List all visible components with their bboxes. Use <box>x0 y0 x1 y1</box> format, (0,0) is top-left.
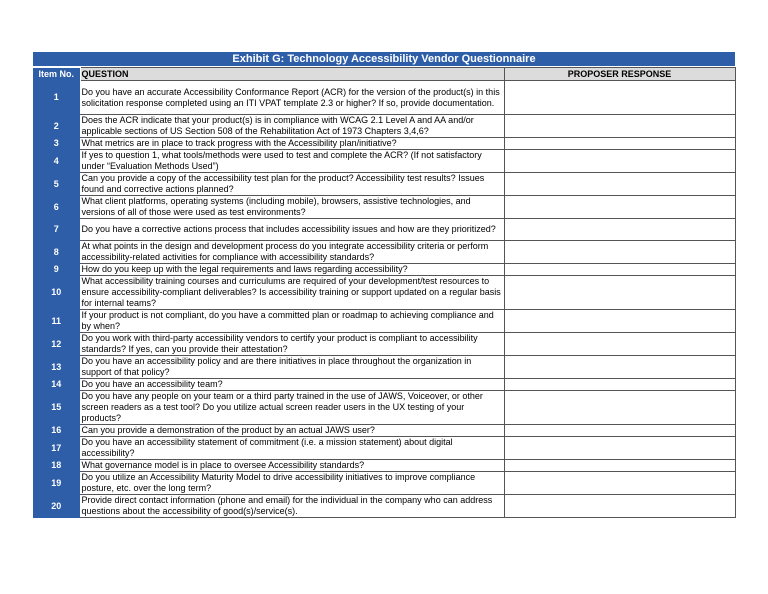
response-cell[interactable] <box>504 495 735 518</box>
question-cell[interactable]: Do you have an accessibility statement of commitment (i.e. a mission statement) about digital accessibility? <box>80 437 504 460</box>
table-row <box>33 310 735 333</box>
response-cell[interactable] <box>504 150 735 173</box>
response-cell[interactable] <box>504 81 735 115</box>
question-cell[interactable]: Do you have an accessibility policy and are there initiatives in place throughout the organization in support of that policy? <box>80 356 504 379</box>
question-cell[interactable]: Do you have an accessibility team? <box>80 379 504 391</box>
item-number: 3 <box>33 138 80 150</box>
response-cell[interactable] <box>504 310 735 333</box>
question-cell[interactable]: Do you have a corrective actions process that includes accessibility issues and how are they prioritized? <box>80 219 504 241</box>
table-row <box>33 379 735 391</box>
table-row <box>33 276 735 310</box>
item-number: 16 <box>33 425 80 437</box>
item-number: 13 <box>33 356 80 379</box>
question-cell[interactable]: Do you work with third-party accessibility vendors to certify your product is compliant to accessibility standards? If yes, can you provide their attestation? <box>80 333 504 356</box>
table-row <box>33 138 735 150</box>
item-number: 14 <box>33 379 80 391</box>
table-row <box>33 472 735 495</box>
response-cell[interactable] <box>504 173 735 196</box>
question-cell[interactable]: What client platforms, operating systems (including mobile), browsers, assistive technologies, and versions of all of those were used as test environments? <box>80 196 504 219</box>
response-cell[interactable] <box>504 437 735 460</box>
table-row <box>33 425 735 437</box>
item-number: 6 <box>33 196 80 219</box>
question-cell[interactable]: How do you keep up with the legal requirements and laws regarding accessibility? <box>80 264 504 276</box>
response-cell[interactable] <box>504 196 735 219</box>
response-cell[interactable] <box>504 379 735 391</box>
item-number: 4 <box>33 150 80 173</box>
item-number: 2 <box>33 115 80 138</box>
item-no-header: Item No. <box>33 68 80 81</box>
table-row <box>33 115 735 138</box>
item-number: 17 <box>33 437 80 460</box>
question-cell[interactable]: Do you utilize an Accessibility Maturity Model to drive accessibility initiatives to improve compliance posture, etc. over the long term? <box>80 472 504 495</box>
question-cell[interactable]: Do you have an accurate Accessibility Conformance Report (ACR) for the version of the product(s) in this solicitation response completed using an ITI VPAT template 2.3 or higher? If so, provide documentation. <box>80 81 504 115</box>
question-cell[interactable]: What accessibility training courses and curriculums are required of your development/test resources to ensure accessibility-compliant deliverables? Is accessibility training or support updated on a regular basis for internal teams? <box>80 276 504 310</box>
question-cell[interactable]: If yes to question 1, what tools/methods were used to test and complete the ACR? (If not satisfactory under “Evaluation Methods Used”) <box>80 150 504 173</box>
item-number: 18 <box>33 460 80 472</box>
question-cell[interactable]: Can you provide a demonstration of the product by an actual JAWS user? <box>80 425 504 437</box>
question-cell[interactable]: What metrics are in place to track progress with the Accessibility plan/initiative? <box>80 138 504 150</box>
question-cell[interactable]: Provide direct contact information (phone and email) for the individual in the company who can address questions about the accessibility of good(s)/service(s). <box>80 495 504 518</box>
item-number: 9 <box>33 264 80 276</box>
response-cell[interactable] <box>504 276 735 310</box>
table-row <box>33 437 735 460</box>
response-cell[interactable] <box>504 219 735 241</box>
question-cell[interactable]: If your product is not compliant, do you have a committed plan or roadmap to achieving compliance and by when? <box>80 310 504 333</box>
table-row <box>33 333 735 356</box>
response-cell[interactable] <box>504 472 735 495</box>
question-rows <box>33 81 735 518</box>
item-number: 20 <box>33 495 80 518</box>
question-cell[interactable]: At what points in the design and development process do you integrate accessibility criteria or perform accessibility-related activities for compliance with accessibility standards? <box>80 241 504 264</box>
table-row <box>33 460 735 472</box>
item-number: 10 <box>33 276 80 310</box>
response-cell[interactable] <box>504 241 735 264</box>
table-row <box>33 391 735 425</box>
question-cell[interactable]: Does the ACR indicate that your product(s) is in compliance with WCAG 2.1 Level A and AA and/or applicable sections of US Section 508 of the Rehabilitation Act of 1973 Chapters 3,4,6? <box>80 115 504 138</box>
question-cell[interactable]: Can you provide a copy of the accessibility test plan for the product? Accessibility test results? Issues found and corrective actions planned? <box>80 173 504 196</box>
table-row <box>33 495 735 518</box>
table-row <box>33 241 735 264</box>
item-number: 12 <box>33 333 80 356</box>
table-row <box>33 219 735 241</box>
table-row <box>33 196 735 219</box>
item-number: 11 <box>33 310 80 333</box>
item-number: 5 <box>33 173 80 196</box>
response-cell[interactable] <box>504 391 735 425</box>
table-row <box>33 264 735 276</box>
item-number: 8 <box>33 241 80 264</box>
item-number: 7 <box>33 219 80 241</box>
response-header: PROPOSER RESPONSE <box>504 68 735 81</box>
table-row <box>33 150 735 173</box>
response-cell[interactable] <box>504 356 735 379</box>
response-cell[interactable] <box>504 138 735 150</box>
table-row <box>33 81 735 115</box>
response-cell[interactable] <box>504 264 735 276</box>
question-cell[interactable]: Do you have any people on your team or a third party trained in the use of JAWS, Voiceover, or other screen readers as a test tool? Do you utilize actual screen reader users in the UX testing of your products? <box>80 391 504 425</box>
questionnaire-table <box>33 67 736 518</box>
table-row <box>33 356 735 379</box>
response-cell[interactable] <box>504 115 735 138</box>
response-cell[interactable] <box>504 460 735 472</box>
item-number: 15 <box>33 391 80 425</box>
table-row <box>33 173 735 196</box>
response-cell[interactable] <box>504 425 735 437</box>
sheet-title: Exhibit G: Technology Accessibility Vendor Questionnaire <box>33 52 735 67</box>
question-header: QUESTION <box>80 68 504 81</box>
item-number: 19 <box>33 472 80 495</box>
response-cell[interactable] <box>504 333 735 356</box>
questionnaire-sheet <box>33 52 735 518</box>
header-row <box>33 68 735 81</box>
question-cell[interactable]: What governance model is in place to oversee Accessibility standards? <box>80 460 504 472</box>
item-number: 1 <box>33 81 80 115</box>
